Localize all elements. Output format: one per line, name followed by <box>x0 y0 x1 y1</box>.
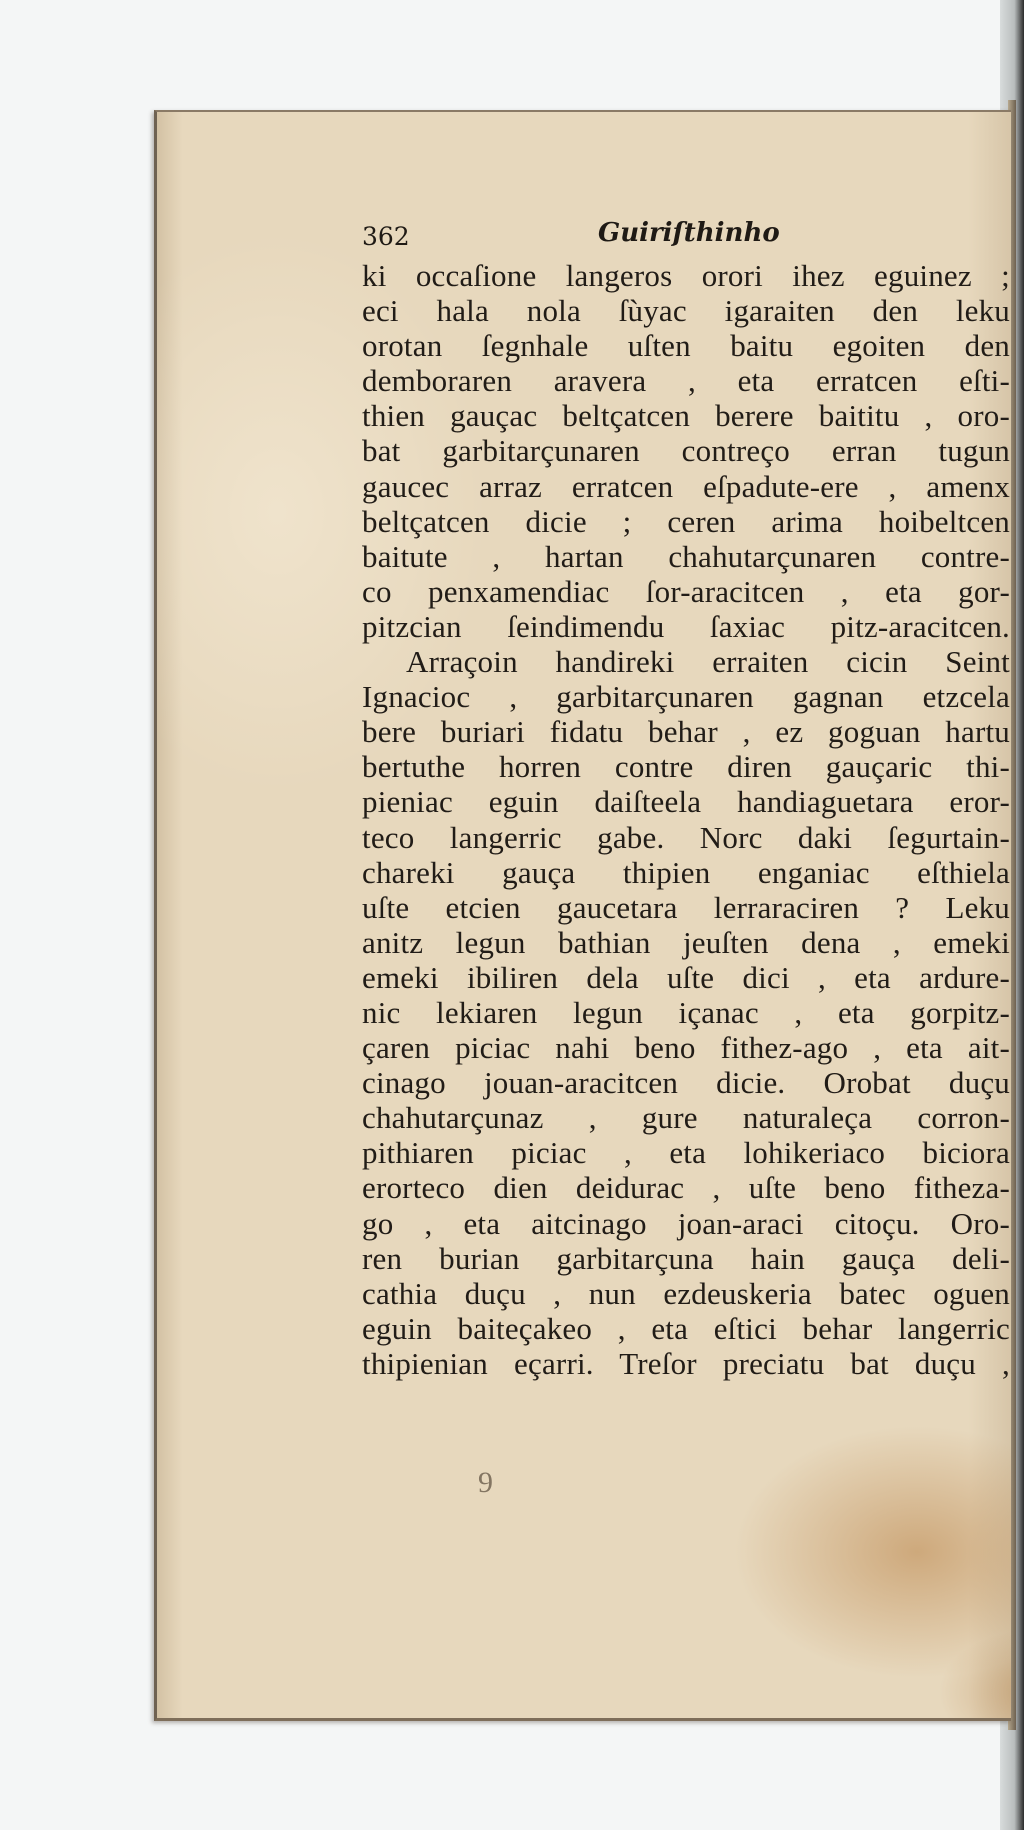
catchword: 9 <box>478 1466 493 1499</box>
text-line: uſte etcien gaucetara lerraraciren ? Leku <box>362 889 1010 925</box>
text-line: orotan ſegnhale uſten baitu egoiten den <box>362 328 1010 364</box>
text-line: chahutarçunaz , gure naturaleça corron- <box>362 1100 1010 1136</box>
text-line: Arraçoin handireki erraiten cicin Seint <box>406 644 1010 680</box>
text-line: ren burian garbitarçuna hain gauça deli- <box>362 1240 1010 1276</box>
text-line: beltçatcen dicie ; ceren arima hoibeltcen <box>362 503 1010 539</box>
text-line: Ignacioc , garbitarçunaren gagnan etzcela <box>362 679 1010 715</box>
text-line: baitute , hartan chahutarçunaren contre- <box>362 538 1010 574</box>
text-line: bertuthe horren contre diren gauçaric thi- <box>362 749 1010 785</box>
text-line: cathia duçu , nun ezdeuskeria batec oguen <box>362 1275 1010 1311</box>
text-line: pitzcian ſeindimendu ſaxiac pitz-aracitcen. <box>362 608 1010 644</box>
text-line: anitz legun bathian jeuſten dena , emeki <box>362 924 1010 960</box>
running-head: Guiriſthinho <box>598 218 780 248</box>
text-line: eci hala nola ſùyac igaraiten den leku <box>362 293 1010 329</box>
text-line: chareki gauça thipien enganiac eſthiela <box>362 854 1010 890</box>
text-line: çaren piciac nahi beno fithez-ago , eta ait- <box>362 1030 1010 1066</box>
text-line: thien gauçac beltçatcen berere baititu , oro- <box>362 398 1010 434</box>
text-line: teco langerric gabe. Norc daki ſegurtain- <box>362 819 1010 855</box>
text-line: thipienian eçarri. Treſor preciatu bat duçu , <box>362 1345 1010 1381</box>
text-line: bat garbitarçunaren contreço erran tugun <box>362 433 1010 469</box>
page-number: 362 <box>362 222 410 251</box>
text-line: cinago jouan-aracitcen dicie. Orobat duçu <box>362 1065 1010 1101</box>
text-line: go , eta aitcinago joan-araci citoçu. Oro- <box>362 1205 1010 1241</box>
text-line: pithiaren piciac , eta lohikeriaco biciora <box>362 1135 1010 1171</box>
text-line: bere buriari fidatu behar , ez goguan hartu <box>362 714 1010 750</box>
text-line: gaucec arraz erratcen eſpadute-ere , amenx <box>362 468 1010 504</box>
text-line: nic lekiaren legun içanac , eta gorpitz- <box>362 994 1010 1030</box>
text-line: co penxamendiac ſor-aracitcen , eta gor- <box>362 573 1010 609</box>
text-line: eguin baiteçakeo , eta eſtici behar langerric <box>362 1310 1010 1346</box>
text-line: ki occaſione langeros orori ihez eguinez ; <box>362 258 1010 293</box>
text-line: emeki ibiliren dela uſte dici , eta ardure- <box>362 959 1010 995</box>
page-header <box>362 218 982 258</box>
text-line: demboraren aravera , eta erratcen eſti- <box>362 363 1010 399</box>
page-body-text <box>362 258 1010 1618</box>
text-line: erorteco dien deidurac , uſte beno fitheza- <box>362 1170 1010 1206</box>
text-line: pieniac eguin daiſteela handiaguetara eror- <box>362 784 1010 820</box>
